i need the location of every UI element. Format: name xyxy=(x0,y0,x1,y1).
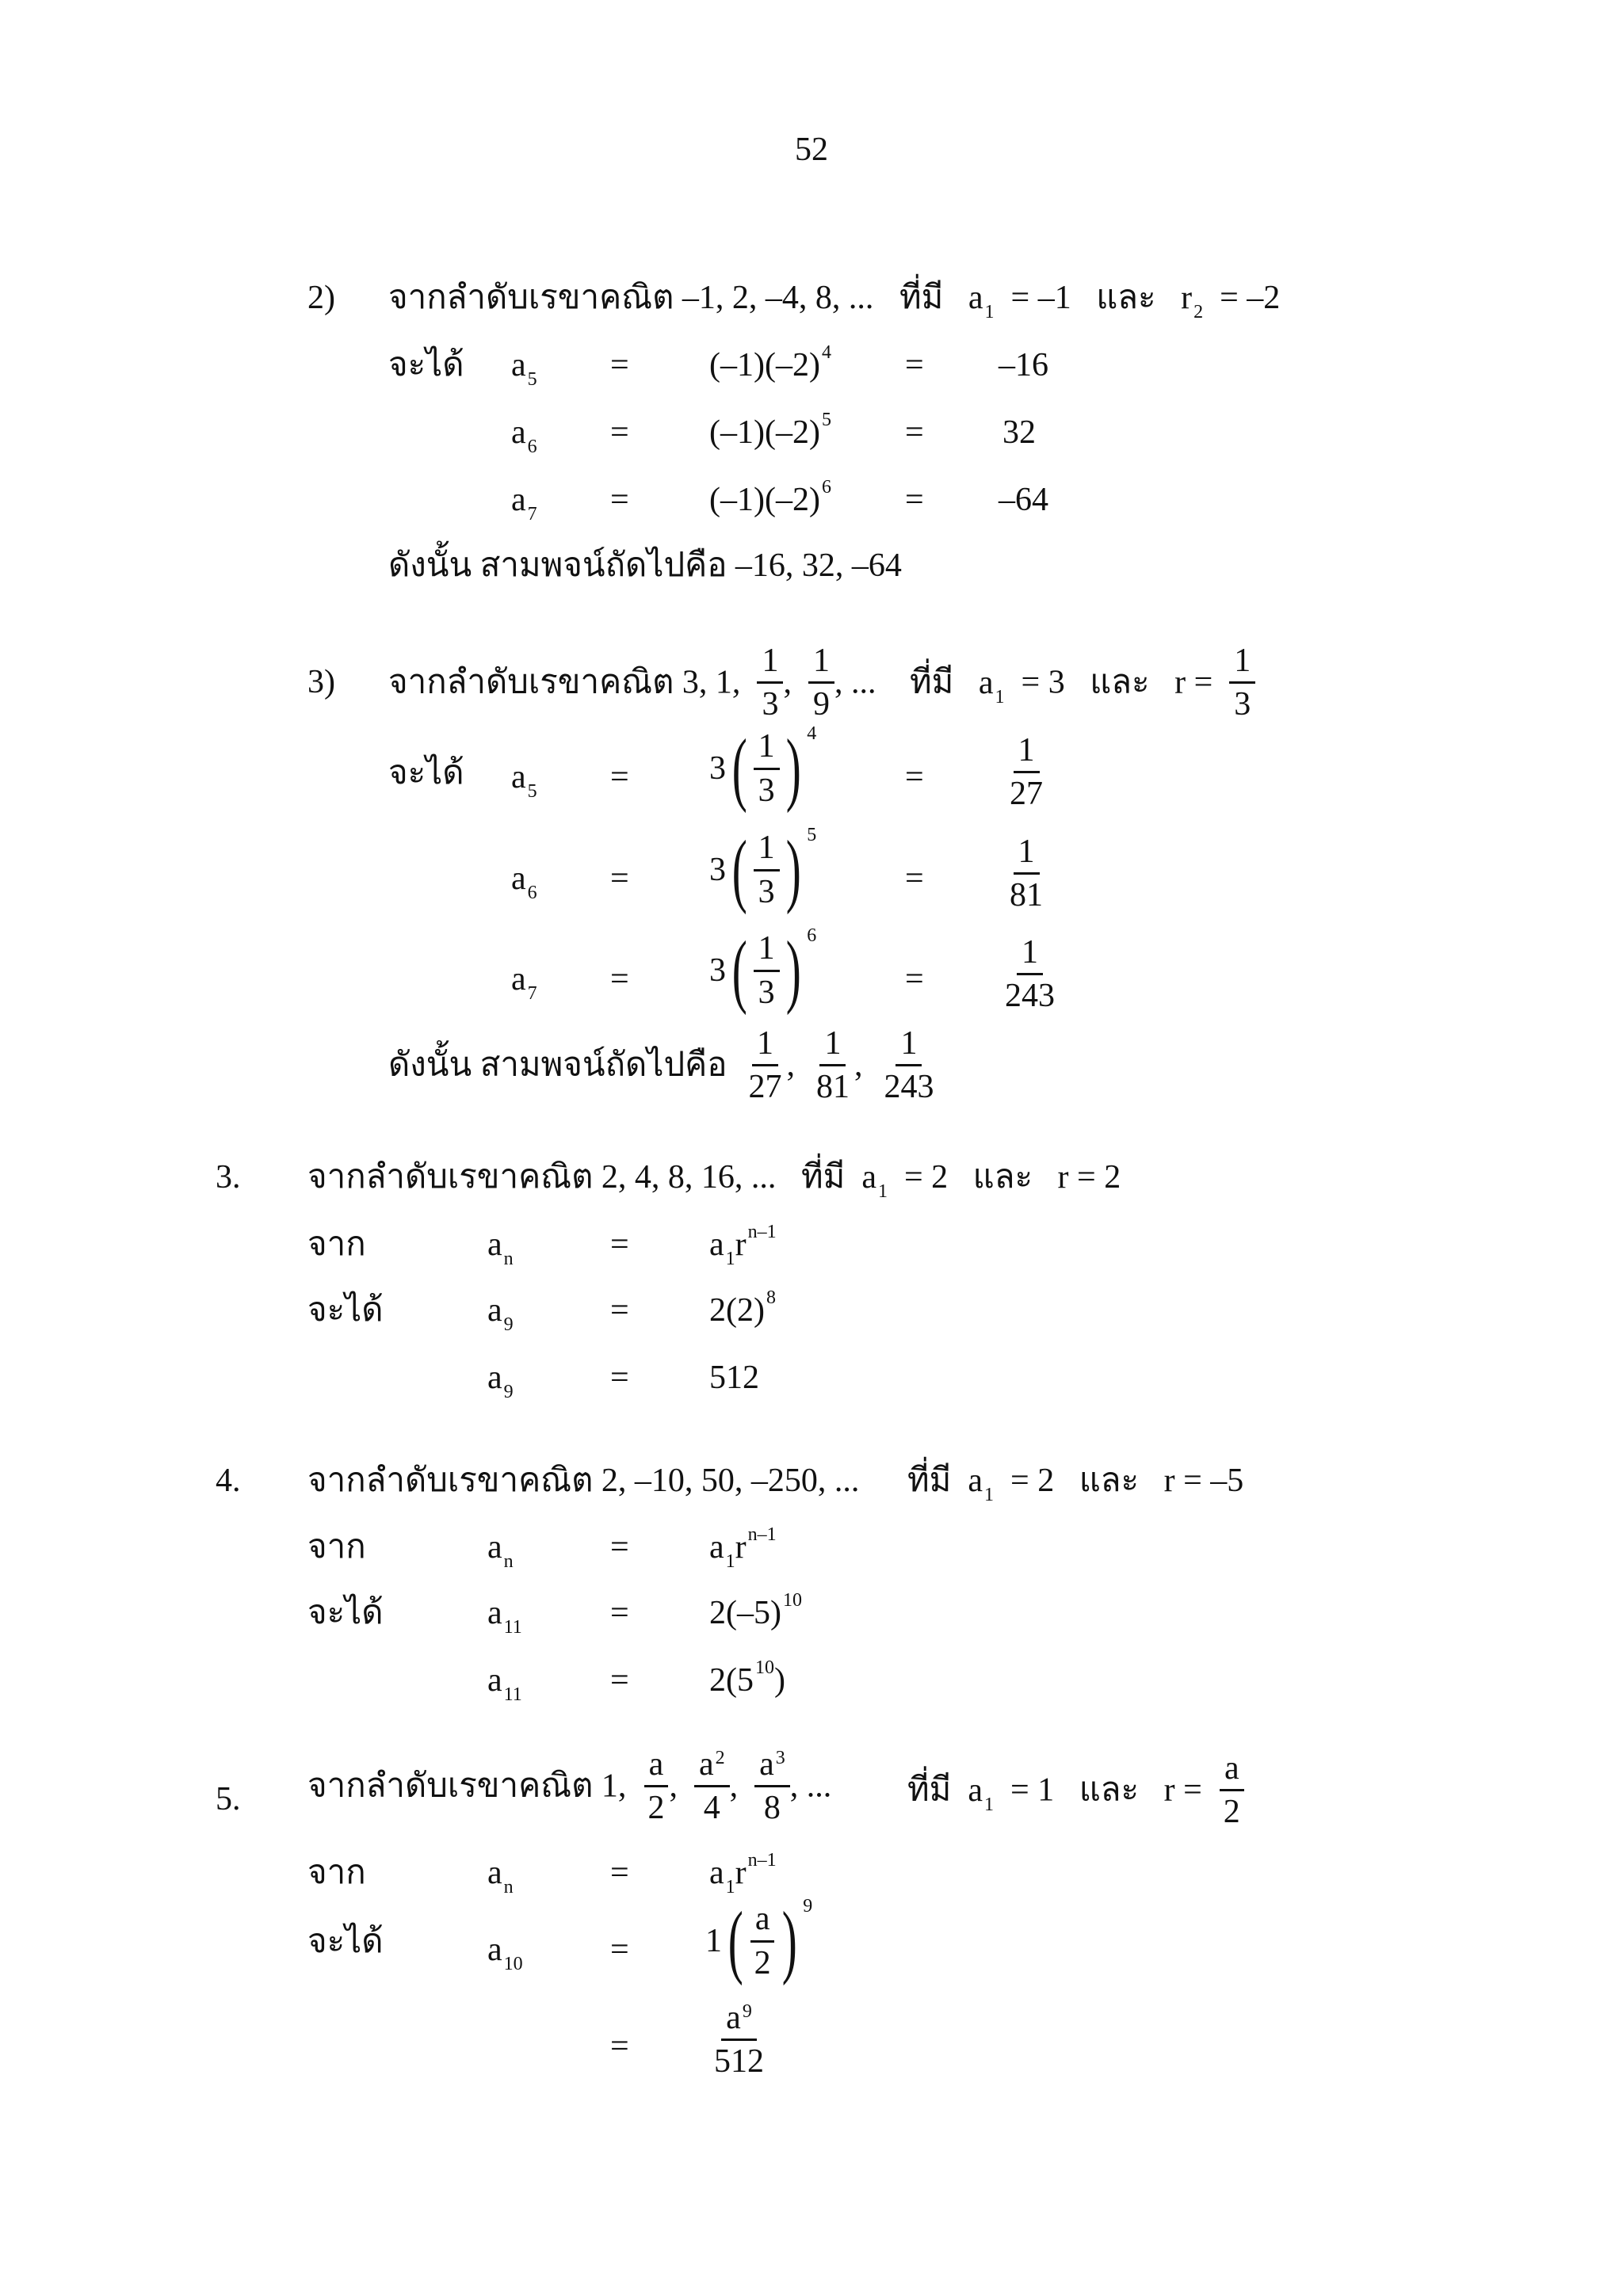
fraction: $\frac{1}{9}$ xyxy=(808,643,834,722)
equals-sign: = xyxy=(610,759,629,795)
item3-row-a7-sym: $a_7$ xyxy=(511,961,537,1004)
item3-row-a6-sym: $a_6$ xyxy=(511,860,537,903)
item2-a5-result: –16 xyxy=(999,347,1048,383)
q5-jak: จาก xyxy=(307,1855,366,1891)
q5-label: 5. xyxy=(216,1781,241,1817)
equals-sign: = xyxy=(610,2028,629,2065)
q4-jak: จาก xyxy=(307,1529,366,1566)
q5-conditions: ที่มี $a_1 = 1$ และ r = $\frac{a}{2}$ xyxy=(907,1751,1245,1829)
equals-sign: = xyxy=(905,961,924,997)
item2-a7-result: –64 xyxy=(999,482,1048,518)
q3-a9-result: 512 xyxy=(709,1360,759,1396)
equals-sign: = xyxy=(610,1292,629,1329)
equals-sign: = xyxy=(610,1595,629,1631)
q3-a9-expr: $2(2)^8$ xyxy=(709,1287,776,1329)
equals-sign: = xyxy=(610,1932,629,1968)
equals-sign: = xyxy=(905,759,924,795)
q4-an-sym: $a_n$ xyxy=(487,1529,514,1572)
equals-sign: = xyxy=(610,347,629,383)
equals-sign: = xyxy=(610,1662,629,1699)
item2-row-a6: $a_6$ xyxy=(511,414,537,457)
item2-row-a5: $a_5$ xyxy=(511,347,537,390)
item2-jadai: จะได้ xyxy=(388,347,464,383)
equals-sign: = xyxy=(610,1855,629,1891)
q4-statement: จากลำดับเรขาคณิต 2, –10, 50, –250, ... xyxy=(307,1463,860,1499)
item3-a5-expr: 3 ( $\frac{1}{3}$ ) 4 xyxy=(709,723,817,814)
item2-statement: จากลำดับเรขาคณิต –1, 2, –4, 8, ... xyxy=(388,280,874,316)
q5-statement: จากลำดับเรขาคณิต 1, $\frac{a}{2}$ , $\frac{a^2}{4}$ , $\frac{a^3}{8}$ , ... xyxy=(307,1746,832,1827)
item3-a6-expr: 3 ( $\frac{1}{3}$ ) 5 xyxy=(709,824,817,915)
item3-a7-expr: 3 ( $\frac{1}{3}$ ) 6 xyxy=(709,925,817,1016)
item2-row-a7: $a_7$ xyxy=(511,482,537,524)
item3-conditions: ที่มี $a_1 = 3$ และ r = $\frac{1}{3}$ xyxy=(910,643,1255,722)
item3-label: 3) xyxy=(307,664,335,700)
item3-conclusion: ดังนั้น สามพจน์ถัดไปคือ $\frac{1}{27}$ , $\frac{1}{81}$ , $\frac{1}{243}$ xyxy=(388,1025,934,1106)
equals-sign: = xyxy=(610,1529,629,1566)
equals-sign: = xyxy=(610,1226,629,1263)
q4-a11-expr: $2(-5)^{10}$ xyxy=(709,1590,802,1631)
equals-sign: = xyxy=(905,414,924,451)
q5-a10-sym: $a_{10}$ xyxy=(487,1932,523,1974)
item2-label: 2) xyxy=(307,280,335,316)
q4-conditions: ที่มี $a_1 = 2$ และ r = –5 xyxy=(907,1463,1244,1505)
q5-a10-result: $\frac{a^9}{512}$ xyxy=(714,2000,764,2081)
item3-jadai: จะได้ xyxy=(388,755,464,791)
item2-a5-expr: $(-1)(-2)^4$ xyxy=(709,342,831,383)
equals-sign: = xyxy=(905,482,924,518)
equals-sign: = xyxy=(905,860,924,897)
q4-a11-sym-2: $a_{11}$ xyxy=(487,1662,522,1705)
q5-a10-expr: 1 ( $\frac{a}{2}$ ) 9 xyxy=(705,1895,813,1986)
q3-an-sym: $a_n$ xyxy=(487,1226,514,1269)
q4-a11-result: $2(5^{10})$ xyxy=(709,1657,785,1699)
q5-jadai: จะได้ xyxy=(307,1924,384,1960)
page-number: 52 xyxy=(795,132,828,168)
item2-a7-expr: $(-1)(-2)^6$ xyxy=(709,477,831,518)
q4-jadai: จะได้ xyxy=(307,1595,384,1631)
fraction: $\frac{1}{3}$ xyxy=(1229,643,1255,722)
equals-sign: = xyxy=(610,414,629,451)
q3-an-formula: $a_1r^{n-1}$ xyxy=(709,1222,777,1269)
item2-a6-result: 32 xyxy=(1002,414,1036,451)
equals-sign: = xyxy=(905,347,924,383)
q3-jadai: จะได้ xyxy=(307,1292,384,1329)
fraction: $\frac{1}{3}$ xyxy=(757,643,783,722)
q3-label: 3. xyxy=(216,1159,241,1196)
q5-an-formula: $a_1r^{n-1}$ xyxy=(709,1850,777,1897)
q4-label: 4. xyxy=(216,1463,241,1499)
item3-row-a5-sym: $a_5$ xyxy=(511,759,537,802)
equals-sign: = xyxy=(610,860,629,897)
item3-a5-result: $\frac{1}{27}$ xyxy=(1010,732,1043,813)
equals-sign: = xyxy=(610,961,629,997)
q3-jak: จาก xyxy=(307,1226,366,1263)
q3-a9-sym-2: $a_9$ xyxy=(487,1360,514,1402)
q3-a9-sym: $a_9$ xyxy=(487,1292,514,1335)
item2-conditions: ที่มี $a_1 = -1$ และ $r_2 = -2$ xyxy=(899,280,1281,322)
equals-sign: = xyxy=(610,482,629,518)
equals-sign: = xyxy=(610,1360,629,1396)
q4-a11-sym: $a_{11}$ xyxy=(487,1595,522,1638)
q4-an-formula: $a_1r^{n-1}$ xyxy=(709,1524,777,1572)
item3-statement: จากลำดับเรขาคณิต 3, 1, $\frac{1}{3}$ , $\frac{1}{9}$ , ... xyxy=(388,643,876,723)
item2-a6-expr: $(-1)(-2)^5$ xyxy=(709,410,831,451)
q3-statement: จากลำดับเรขาคณิต 2, 4, 8, 16, ... ที่มี $a_1 = 2$ และ r = 2 xyxy=(307,1159,1121,1202)
item3-a7-result: $\frac{1}{243}$ xyxy=(1005,934,1055,1015)
q5-an-sym: $a_n$ xyxy=(487,1855,514,1897)
item3-a6-result: $\frac{1}{81}$ xyxy=(1010,833,1043,914)
item2-conclusion: ดังนั้น สามพจน์ถัดไปคือ –16, 32, –64 xyxy=(388,547,902,584)
